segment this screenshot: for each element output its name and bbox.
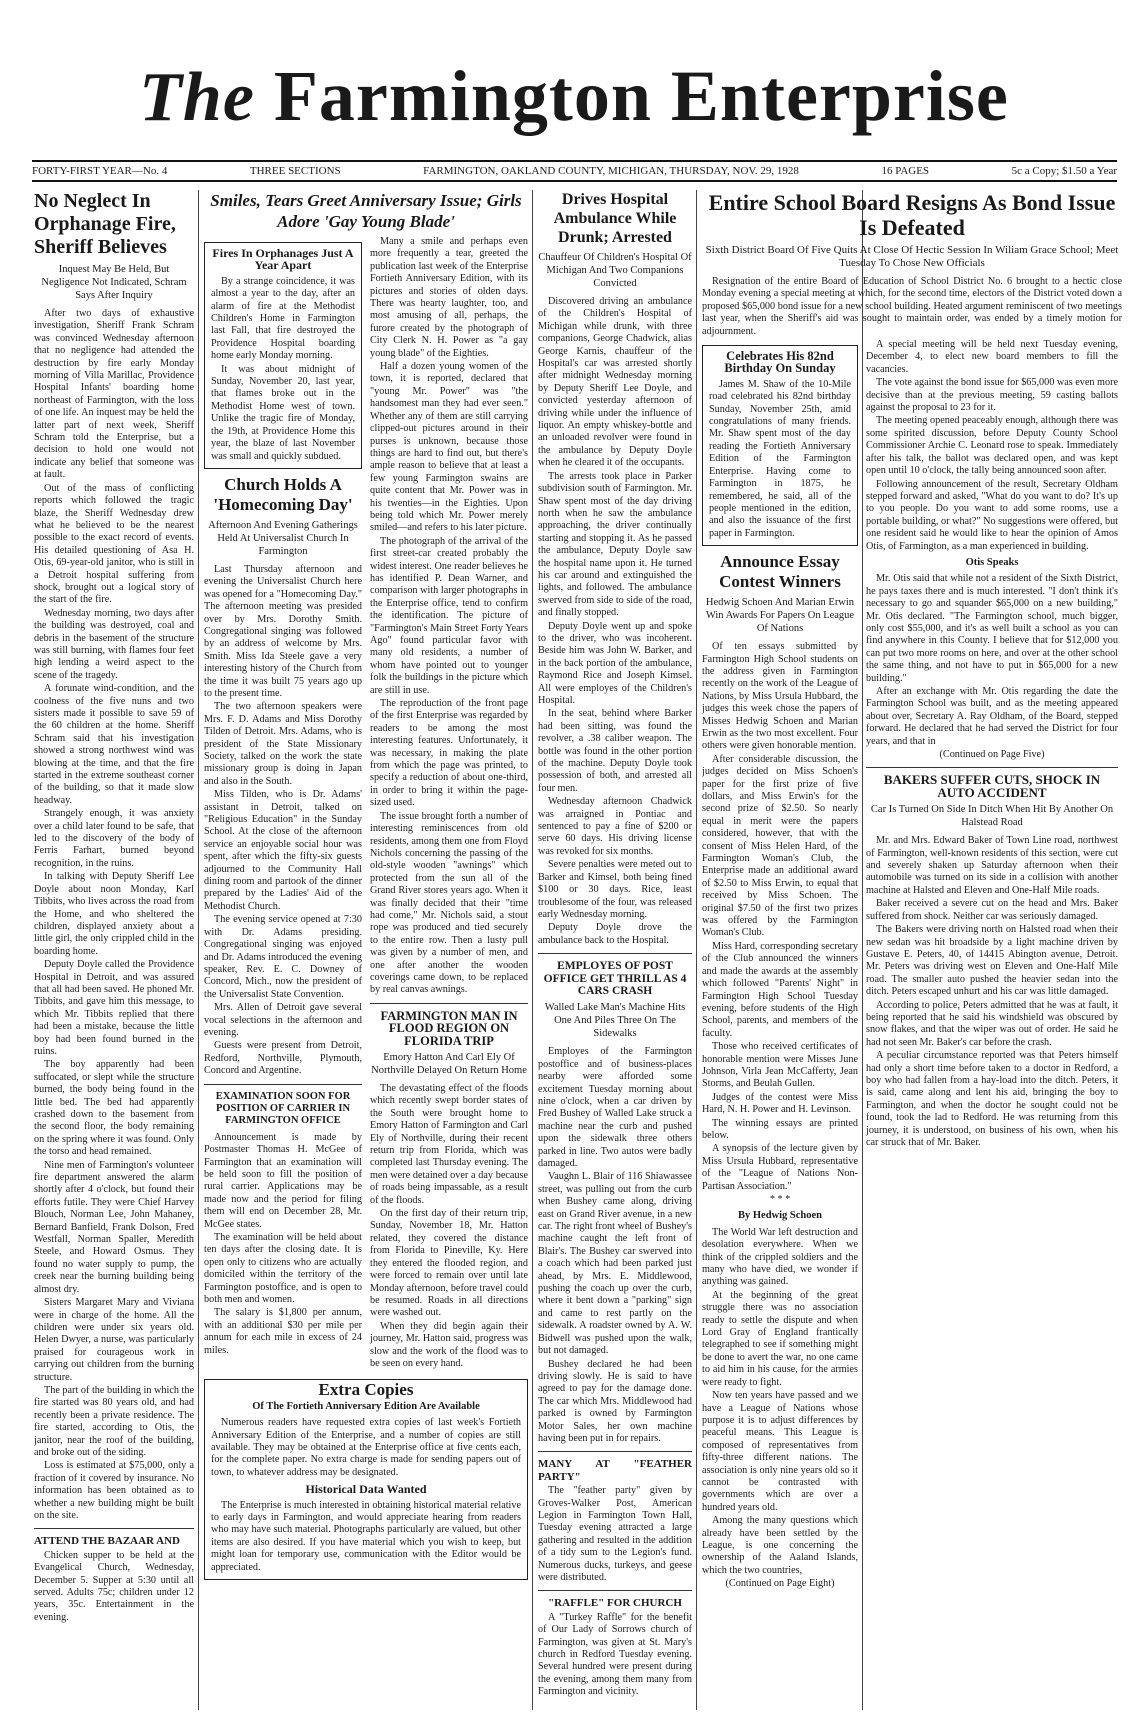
church-body	[204, 564, 362, 1078]
baker-deck: Car Is Turned On Side In Ditch When Hit By Another On Halstead Road	[870, 804, 1114, 829]
smiles-body	[370, 236, 528, 997]
ambulance-paragraph: Severe penalties were meted out to Barker and Kimsel, both being fined $100 or 30 days. Rice, least troublesome of the four, was released early Wednesday morning.	[538, 859, 692, 920]
church-paragraph: The evening service opened at 7:30 with Dr. Adams presiding. Congregational singing was enjoyed and Dr. Adams introduced the evening speaker, Rev. E. C. Downey of Concord, Mich., now the president of the Universalist State Convention.	[204, 914, 362, 1000]
masthead-name: Farmington Enterprise	[273, 56, 1009, 136]
essay-text-paragraph: At the beginning of the great struggle there was no association ready to settle the dispute and when Lord Gray of England frantically telegraphed to see if something might be done to avert the war, no one came to aid him in his cause, for the armies were ready to fight.	[702, 1289, 858, 1388]
exam-paragraph: Announcement is made by Postmaster Thomas H. McGee of Farmington that an examination will be held soon to fill the position of rural carrier. Applications may be made now and the period for filing them will end on December 28, Mr. McGee states.	[204, 1131, 362, 1230]
fires-headline: Fires In Orphanages Just A Year Apart	[212, 246, 354, 273]
fires-paragraph: By a strange coincidence, it was almost a year to the day, after an alarm of fire at the Methodist Children's Home in Farmington last Fall, that fire destroyed the Providence Hospital boarding home early Monday morning.	[211, 275, 355, 362]
divider	[538, 1451, 692, 1452]
baker-paragraph: The Bakers were driving north on Halsted road when their new sedan was hit broadside by a light machine driven by Gustave E. Peters, 40, of 14415 Abington avenue, Detroit. Mr. Peters was driving west on Eleven and One-Half Mile road. The smaller auto pushed the heavier sedan into the ditch. Peters escaped unhurt and his car was little damaged.	[866, 924, 1118, 998]
column-4	[538, 190, 692, 1710]
column-5-6	[702, 190, 1122, 1710]
ambulance-paragraph: Wednesday afternoon Chadwick was arraigned in Pontiac and sentenced to pay a fine of $200 or serve 60 days. His driving license was revoked for six months.	[538, 796, 692, 857]
postoffice-body	[538, 1046, 692, 1445]
exam-paragraph: The examination will be held about ten days after the closing date. It is open only to citizens who are actually domiciled within the territory of the Farmington postoffice, and is open to both men and women.	[204, 1232, 362, 1306]
raffle-body: A "Turkey Raffle" for the benefit of Our Lady of Sorrows church of Farmington, was given at St. Mary's church in Redford Tuesday evening. Several hundred were present during the evening, among them many from Farmington and vicinity.	[538, 1611, 692, 1698]
school-lead: Resignation of the entire Board of Education of School District No. 6 brought to a hectic close Monday evening a special meeting at which, for the second time, electors of the District voted down a proposed $65,000 bond issue for a new school building. Heated argument reminiscent of two meetings last year, when the Sheriff's aid was sought to maintain order, was ended by a timely motion for adjournment.	[702, 276, 1122, 337]
bazaar-headline: ATTEND THE BAZAAR AND	[34, 1535, 180, 1548]
dateline-pages: 16 PAGES	[881, 165, 930, 177]
fires-body	[211, 276, 355, 463]
essay-stars: * * *	[769, 1194, 791, 1205]
essay-text-paragraph: Now ten years have passed and we have a League of Nations whose purpose it is to adjust differences by peaceful means. This League is composed of representatives from fifty-three different nations. The association is only nine years old so it cannot be contrasted with governments which are over a hundred years old.	[702, 1390, 858, 1513]
postoffice-paragraph: Vaughn L. Blair of 116 Shiawassee street, was pulling out from the curb when Bushey came along, driving east on Grand River avenue, in a new car. The right front wheel of Bushey's machine caught the left front of Blair's. The Bushey car swerved into a coach which had been parked just ahead, by Mrs. E. Middlewood, pushing the coach up over the curb, where it bent down a "parking" sign and came to rest partly on the sidewalk. A roadster owned by A. W. Bidwell was pushed upon the walk, but not damaged.	[538, 1171, 692, 1357]
extra-copies-headline: Extra Copies	[318, 1380, 414, 1400]
church-paragraph: Miss Tilden, who is Dr. Adams' assistant in Detroit, talked on "Religious Education" in the Sunday School. At the close of the afternoon service an enjoyable social hour was spent, after which the fifty-six guests adjourned to the Community Hall dining room and partook of the dinner prepared by the Ladies' Aid of the Methodist Church.	[204, 789, 362, 912]
shaw-headline: Celebrates His 82nd Birthday On Sunday	[724, 349, 836, 376]
column-1	[34, 190, 194, 1710]
smiles-paragraph: The issue brought forth a number of interesting reminiscences from old residents, among them one from Floyd Nichols concerning the passing of the old-style wooden "awnings" which protected from the sun all of the Grand River stores years ago. When it was finally decided that their "time had come," Mr. Nichols said, a stout rope was produced and tied securely to the entire row. Then a lusty pull was given by a number of men, and one after another the wooden coverings came down, to be replaced by real canvas awnings.	[370, 810, 528, 996]
fires-paragraph: It was about midnight of Sunday, November 20, last year, that flames broke out in the Methodist Home west of town. Unlike the tragic fire of Monday, the 19th, at Providence Home this year, the blaze of last November was small and quickly subdued.	[211, 363, 355, 462]
feather-body: The "feather party" given by Groves-Walker Post, American Legion in Farmington Town Hall, Tuesday evening attracted a large gathering and resulted in the addition of a tidy sum to the Legion's fund. Numerous ducks, turkeys, and geese were distributed.	[538, 1485, 692, 1583]
raffle-headline: "RAFFLE" FOR CHURCH	[548, 1597, 682, 1610]
column-5	[702, 339, 858, 1591]
essay-paragraph: Miss Hard, corresponding secretary of the Club announced the winners and made the awards at the assembly which followed "Parents' Night" in Farmington High School Tuesday evening, before students of the High School, parents, and members of the faculty.	[702, 940, 858, 1039]
school-deck: Sixth District Board Of Five Quits At Close Of Hectic Session In Wiliam Grace School; Meet Tuesday To Chose New Officials	[705, 244, 1119, 269]
essay-byline: By Hedwig Schoen	[737, 1210, 822, 1222]
column-2-3	[204, 190, 528, 1710]
orphanage-paragraph: Deputy Doyle called the Providence Hospital in Detroit, and was assured that all had been saved. He phoned Mr. Tibbits, and gave him this message, to which Mr. Tibbits replied that there had been a mistake, because the little boy had been found burned in the ruins.	[34, 959, 194, 1057]
divider	[370, 1003, 528, 1004]
ambulance-paragraph: Discovered driving an ambulance of the Children's Hospital of Michigan while drunk, with three companions, George Chadwick, alias George Karnis, chauffeur of the Hospital's car was arrested shortly after midnight Wednesday morning by Deputy Sheriff Lee Doyle, and convicted yesterday afternoon of driving while under the influence of liquor. An empty whiskey-bottle and an unloaded revolver were found in the ambulance by Deputy Doyle when he cleared it of the occupants.	[538, 296, 692, 469]
florida-body	[370, 1083, 528, 1370]
smiles-headline: Smiles, Tears Greet Anniversary Issue; Girls Adore 'Gay Young Blade'	[210, 191, 522, 231]
otis-body	[866, 573, 1118, 748]
bazaar-body: Chicken supper to be held at the Evangelical Church, Wednesday, December 5. Supper at 5:30 until all served. Adults 75c; children under 12 years, 35c. Entertainment in the evening.	[34, 1549, 194, 1623]
divider	[866, 767, 1118, 768]
church-headline: Church Holds A 'Homecoming Day'	[213, 474, 353, 514]
orphanage-paragraph: A forunate wind-condition, and the coolness of the five nuns and two sisters made it possible to save 59 of the 60 children at the home. Sheriff Schram said that his investigation showed a strong northwest wind was blowing at the time, and that the fire started in the extreme southeast corner of the building, so that it made slow headway.	[34, 683, 194, 806]
smiles-paragraph: Many a smile and perhaps even more frequently a tear, greeted the publication last week of the Enterprise Fortieth Anniversary Edition, with its pictures and stories of olden days. There was hearty laughter, too, and most amusing of all, perhaps, the furore created by the photograph of City Clerk N. H. Power as "a gay young blade" of the Eighties.	[370, 236, 528, 359]
orphanage-paragraph: In talking with Deputy Sheriff Lee Doyle about noon Monday, Karl Tibbits, who lives across the road from the Home, and who sheltered the children, displayed anxiety about a little girl, the only crippled child in the boarding home.	[34, 871, 194, 957]
dateline-year: FORTY-FIRST YEAR—No. 4	[32, 165, 168, 177]
column-rule	[198, 190, 199, 1710]
postoffice-paragraph: Employes of the Farmington postoffice and of business-places nearby were afforded some excitement Tuesday morning about nine o'clock, when a car driven by Fred Bushey of Walled Lake struck a machine near the curb and pushed upon the sidewalk three others parked in line. Two autos were badly damaged.	[538, 1046, 692, 1169]
orphanage-headline: No Neglect In Orphanage Fire, Sheriff Believes	[34, 190, 176, 258]
exam-body	[204, 1132, 362, 1357]
column-rule	[696, 190, 697, 1710]
baker-paragraph: A peculiar circumstance reported was that Peters himself had only a short time before taken to a doctor in Redford, a boy who had fallen from a hay-load into the ditch. Peters, it is said, came along and lent his aid, bringing the boy to Farmington, and when the doctor he sought could not be found, took the lad to Redford. He was returning from this journey, it is understood, on business of his own, when his car struck that of Mr. Baker.	[866, 1050, 1118, 1148]
shaw-body: James M. Shaw of the 10-Mile road celebrated his 82nd birthday Sunday, November 25th, amid congratulations of many friends. Mr. Shaw spent most of the day reading the Fortieth Anniversary Edition of the Farmington Enterprise. Having come to Farmington in 1875, he remembered, he said, all of the people mentioned in the edition, and also the issuance of the first paper in Farmington.	[709, 378, 851, 539]
extra-copies-body: Numerous readers have requested extra copies of last week's Fortieth Anniversary Edition of the Enterprise, and a number of copies are still available. They may be obtained at the Enterprise office at five cents each, for the complete paper. No extra charge is made for sending papers out of town, to whatever address may be designated.	[211, 1417, 521, 1478]
dateline-price: 5c a Copy; $1.50 a Year	[1011, 165, 1117, 177]
column-3	[370, 236, 528, 1371]
dateline	[32, 160, 1117, 182]
ambulance-paragraph: The arrests took place in Parker subdivision south of Farmington. Mr. Shaw spent most of the day driving north when he saw the ambulance approaching, the driver continually starting and stopping it. As he passed the ambulance, Deputy Doyle saw the hospital name upon it. He turned his car around and extinguished the lights, and followed. The ambulance swerved from side to side of the road, and finally stopped.	[538, 470, 692, 619]
historical-body: The Enterprise is much interested in obtaining historical material relative to early days in Farmington, and would appreciate hearing from readers who may have such material. Photographs particularly are valued, but other items are also desired. If you have material which you wish to keep, but might loan for temporary use, communication with the Editor would be appreciated.	[211, 1499, 521, 1573]
dateline-sections: THREE SECTIONS	[249, 165, 341, 177]
ambulance-paragraph: In the seat, behind where Barker had been sitting, was found the revolver, a .38 caliber weapon. The bottle was found in the other portion of the machine. Deputy Doyle took possession of both, and arrested all four men.	[538, 708, 692, 794]
church-paragraph: The two afternoon speakers were Mrs. F. D. Adams and Miss Dorothy Tilden of Detroit. Mrs. Adams, who is president of the State Missionary Society, talked on the work the state missionary group is doing in Japan and also in the South.	[204, 701, 362, 787]
smiles-paragraph: Half a dozen young women of the town, it is reported, declared that "young Mr. Power" was "the handsomest man they had ever seen." Whether any of them are still carrying clipped-out pictures around in their purses is unknown, because those things are hard to find out, but there's ample reason to believe that at least a few young Farmington swains are quite content that Mr. Power was in his twenties—in the Eighties. Upon being told which Mr. Power merely smiled—and refers to his later picture.	[370, 361, 528, 534]
fires-box	[204, 242, 362, 469]
school-paragraph: Following announcement of the result, Secretary Oldham stepped forward and asked, "What do you want to do? It's up to you people. Do you want to add some rooms, use a portable building, or what?" No suggestions were offered, but one resident said he would like to hear the opinion of Amos Otis, of Farmington, as a man experienced in building.	[866, 478, 1118, 552]
masthead	[0, 55, 1148, 138]
florida-paragraph: On the first day of their return trip, Sunday, November 18, Mr. Hatton related, they covered the distance from Florida to Pineville, Ky. Here they entered the flooded region, and were forced to remain over until late Monday afternoon, before travel could be resumed. Roads in all directions were washed out.	[370, 1208, 528, 1319]
orphanage-paragraph: Strangely enough, it was anxiety over a child later found to be safe, that led to the discovery of the body of Ferris Farhart, burned beyond recognition, in the ruins.	[34, 808, 194, 869]
ambulance-deck: Chauffeur Of Children's Hospital Of Michigan And Two Companions Convicted	[538, 252, 692, 289]
postoffice-headline: EMPLOYES OF POST OFFICE GET THRILL AS 4 CARS CRASH	[543, 960, 687, 997]
orphanage-paragraph: After two days of exhaustive investigation, Sheriff Frank Schram was convinced Wednesday afternoon that no negligence had attended the destruction by fire early Monday morning of Villa Marillac, Providence Hospital Infants' boarding home northeast of Farmington, with the loss of one life. An inquest may be held the latter part of next week, Sheriff Schram told the Enterprise, but a decision to hold one would not indicate any belief that someone was at fault.	[34, 308, 194, 481]
postoffice-paragraph: Bushey declared he had been driving slowly. He is said to have agreed to pay for the damage done. The car which Mrs. Middlewood had parked is owned by Farmington Motor Sales, her own machine having been put in for repairs.	[538, 1358, 692, 1444]
orphanage-paragraph: Sisters Margaret Mary and Viviana were in charge of the home. All the children were under six years old. Helen Dwyer, a nurse, was particularly praised for courageous work in carrying out children from the burning structure.	[34, 1297, 194, 1383]
divider	[204, 1084, 362, 1085]
postoffice-deck: Walled Lake Man's Machine Hits One And Piles Three On The Sidewalks	[544, 1002, 686, 1040]
essay-text	[702, 1227, 858, 1577]
otis-paragraph: After an exchange with Mr. Otis regarding the date the Farmington School was built, and as the meeting appeared about over, Secretary A. Ray Oldham, of the Board, stepped forward. He declared that he had served the District for four years, and that in	[866, 686, 1118, 747]
school-headline: Entire School Board Resigns As Bond Issue Is Defeated	[708, 190, 1116, 240]
divider	[34, 1528, 194, 1529]
baker-paragraph: Mr. and Mrs. Edward Baker of Town Line road, northwest of Farmington, well-known residents of this section, were cut and severely shaken up Saturday afternoon when their automobile was turned on its side in a collision with another machine at Halsted and Eleven and One-Half Mile roads.	[866, 835, 1118, 896]
feather-headline: MANY AT "FEATHER PARTY"	[538, 1458, 692, 1483]
church-deck: Afternoon And Evening Gatherings Held At Universalist Church In Farmington	[208, 519, 358, 557]
dateline-place-date: FARMINGTON, OAKLAND COUNTY, MICHIGAN, THURSDAY, NOV. 29, 1928	[423, 165, 799, 177]
orphanage-paragraph: Out of the mass of conflicting reports which followed the tragic blaze, the Sheriff Wednesday drew what he believed to be the nearest possible to the exact record of events. His detailed questioning of Asa H. Otis, 69-year-old janitor, who is still in a Detroit hospital suffering from shock, brought out a logical story of the start of the fire.	[34, 482, 194, 606]
orphanage-paragraph: Loss is estimated at $75,000, only a fraction of it covered by insurance. No information has been obtained as to whether a new building might be built on the site.	[34, 1460, 194, 1521]
school-body	[866, 339, 1118, 553]
essay-paragraph: Of ten essays submitted by Farmington High School students on the address given in Farmington recently on the work of the League of Nations, by Miss Ursula Hubbard, the judges this week chose the papers of Misses Hedwig Schoen and Marian Erwin as the two most excellent. Four others were given honorable mention.	[702, 641, 858, 752]
extra-copies-subhead: Of The Fortieth Anniversary Edition Are Available	[252, 1400, 480, 1412]
extra-copies-box	[204, 1379, 528, 1580]
baker-headline: BAKERS SUFFER CUTS, SHOCK IN AUTO ACCIDENT	[883, 772, 1101, 800]
ambulance-body	[538, 296, 692, 947]
essay-paragraph: A synopsis of the lecture given by Miss Ursula Hubbard, representative of the "League of Nations Non-Partisan Association."	[702, 1143, 858, 1192]
exam-paragraph: The salary is $1,800 per annum, with an additional $30 per mile per annum for each mile in excess of 24 miles.	[204, 1307, 362, 1356]
column-6	[866, 339, 1118, 1591]
historical-headline: Historical Data Wanted	[305, 1482, 427, 1497]
essay-deck: Hedwig Schoen And Marian Erwin Win Awards For Papers On League Of Nations	[705, 597, 855, 635]
essay-paragraph: The winning essays are printed below.	[702, 1117, 858, 1141]
smiles-paragraph: The photograph of the arrival of the first street-car created probably the widest interest. One reader believes he has identified P. Dean Warner, and comparison with larger photographs in the Enterprise office, tend to confirm the identification. The picture of "Farmington's Main Street Forty Years Ago" found particular favor with many old residents, a number of whom have pointed out to younger folk the buildings in the picture which are still in use.	[370, 535, 528, 696]
divider	[538, 1590, 692, 1591]
church-paragraph: Guests were present from Detroit, Redford, Northville, Plymouth, Concord and Argentine.	[204, 1040, 362, 1077]
smiles-paragraph: The reproduction of the front page of the first Enterprise was regarded by readers to be among the most interesting features. Unfortunately, it was necessary, in making the plate from which the page was printed, to specify a reduction of about one-third, in order to bring it within the page-sized used.	[370, 698, 528, 809]
baker-body	[866, 835, 1118, 1149]
essay-text-paragraph: The World War left destruction and desolation everywhere. When we think of the crippled soldiers and the many who have died, we wonder if anything was gained.	[702, 1226, 858, 1288]
ambulance-headline: Drives Hospital Ambulance While Drunk; Arrested	[553, 191, 677, 246]
masthead-the: The	[139, 59, 255, 136]
school-paragraph: A special meeting will be held next Tuesday evening, December 4, to elect new board members to fill the vacancies.	[866, 339, 1118, 375]
essay-body	[702, 641, 858, 1193]
florida-deck: Emory Hatton And Carl Ely Of Northville Delayed On Return Home	[371, 1052, 527, 1076]
church-paragraph: Mrs. Allen of Detroit gave several vocal selections in the afternoon and evening.	[204, 1002, 362, 1038]
baker-paragraph: Baker received a severe cut on the head and Mrs. Baker suffered from shock. Neither car was seriously damaged.	[866, 898, 1118, 922]
shaw-box	[702, 345, 858, 546]
column-rule	[532, 190, 533, 1710]
essay-text-paragraph: Among the many questions which already have been settled by the League, is one concerning the ownership of the Aaland Islands, which the two countries,	[702, 1515, 858, 1576]
school-paragraph: The meeting opened peaceably enough, although there was some spirited discussion, before Deputy County School Commissioner Archie C. Leonard rose to speak. Immediately after his talk, the ballot was declared open, and was kept open until 10 o'clock, the tally being announced soon after.	[866, 415, 1118, 477]
orphanage-paragraph: The part of the building in which the fire started was 80 years old, and had recently been a private residence. The fire started, according to Otis, the janitor, near the roof of the building, and broke out of the siding.	[34, 1384, 194, 1458]
school-continued: (Continued on Page Five)	[939, 749, 1045, 761]
otis-subhead: Otis Speaks	[965, 556, 1019, 568]
florida-headline: FARMINGTON MAN IN FLOOD REGION ON FLORIDA TRIP	[380, 1008, 518, 1048]
florida-paragraph: The devastating effect of the floods which recently swept border states of the South were brought home to Emory Hatton of Farmington and Carl Ely of Northville, during their recent return trip from Florida, which was completed last Thursday evening. The men were detained over a day because of roads being impassable, as a result of the floods.	[370, 1083, 528, 1206]
orphanage-paragraph: Nine men of Farmington's volunteer fire department answered the alarm shortly after 4 o'clock, but found their efforts futile. They were Chief Harvey Blouch, Norman Lee, John Mahaney, Bernard Banfield, Frank Dolson, Fred Westfall, Norman Spaller, Meredith Steele, and Howard Osmus. They found no water supply to pump, the creek near the burning building being almost dry.	[34, 1159, 194, 1295]
ambulance-paragraph: Deputy Doyle drove the ambulance back to the Hospital.	[538, 922, 692, 946]
essay-continued: (Continued on Page Eight)	[725, 1578, 835, 1590]
baker-paragraph: According to police, Peters admitted that he was at fault, it being reported that he said his windshield was obscured by snow flakes, and that the wiper was out of order. He said he had not seen Mr. Baker's car before the crash.	[866, 999, 1118, 1048]
florida-paragraph: When they did begin again their journey, Mr. Hatton said, progress was slow and the work of the flood was to be seen on every hand.	[370, 1320, 528, 1369]
divider	[538, 953, 692, 954]
orphanage-paragraph: Wednesday morning, two days after the building was destroyed, coal and debris in the basement of the structure was still burning, with flames four feet high lending a weird aspect to the scene of the tragedy.	[34, 607, 194, 681]
essay-paragraph: Those who received certificates of honorable mention were Misses June Johnson, Virla Jean McCafferty, Jean Storms, and Beulah Gullen.	[702, 1041, 858, 1090]
exam-headline: EXAMINATION SOON FOR POSITION OF CARRIER IN FARMINGTON OFFICE	[215, 1090, 351, 1127]
orphanage-paragraph: The boy apparently had been suffocated, or slept while the structure burned, the body being found in the little bed. The bed had apparently crashed down to the basement from the second floor, the body remaining on the spring where it was found. Only the torso and head remained.	[34, 1059, 194, 1158]
otis-paragraph: Mr. Otis said that while not a resident of the Sixth District, he pays taxes there and is much interested. "I don't think it's necessary to go and squander $65,000 on a new building," Mr. Otis declared. "The Farmington school, much bigger, only cost $55,000, and it's as well built a school as you can find anywhere in this County. I believe that for $12,000 you can put two more rooms on here, and over at the other school the same thing, and not have to put in $65,000 for a new building."	[866, 573, 1118, 684]
essay-paragraph: Judges of the contest were Miss Hard, N. H. Power and H. Levinson.	[702, 1091, 858, 1116]
essay-headline: Announce Essay Contest Winners	[719, 552, 841, 592]
essay-paragraph: After considerable discussion, the judges decided on Miss Schoen's paper for the first prize of five dollars, and Miss Erwin's for the second prize of $2.50. So nearly equal in merit were the papers considered, however, that with the consent of Miss Helen Hard, of the Farmington Woman's Club, the Enterprise made an additional award of $2.50 to Miss Erwin, to equal that received by Miss Schoen. The original $7.50 of the first two prizes was offered by the Farmington Woman's Club.	[702, 753, 858, 939]
church-paragraph: Last Thursday afternoon and evening the Universalist Church here was opened for a "Homecoming Day." The afternoon meeting was presided over by Mrs. Dorothy Smith. Congregational singing was followed by an address of welcome by Mrs. Smith. Miss Ida Steele gave a very interesting history of the Church from the time it was built 75 years ago up to the present time.	[204, 563, 362, 699]
school-paragraph: The vote against the bond issue for $65,000 was even more decisive than at the previous meeting, 59 casting ballots against the proposal to 23 for it.	[866, 377, 1118, 414]
orphanage-deck: Inquest May Be Held, But Negligence Not Indicated, Schram Says After Inquiry	[41, 264, 187, 301]
ambulance-paragraph: Deputy Doyle went up and spoke to the driver, who was incoherent. Beside him was John W. Barker, and in the back portion of the ambulance, Raymond Rice and Joseph Kimsel. All were employes of the Children's Hospital.	[538, 620, 692, 706]
orphanage-body	[34, 308, 194, 1522]
column-2	[204, 236, 362, 1371]
